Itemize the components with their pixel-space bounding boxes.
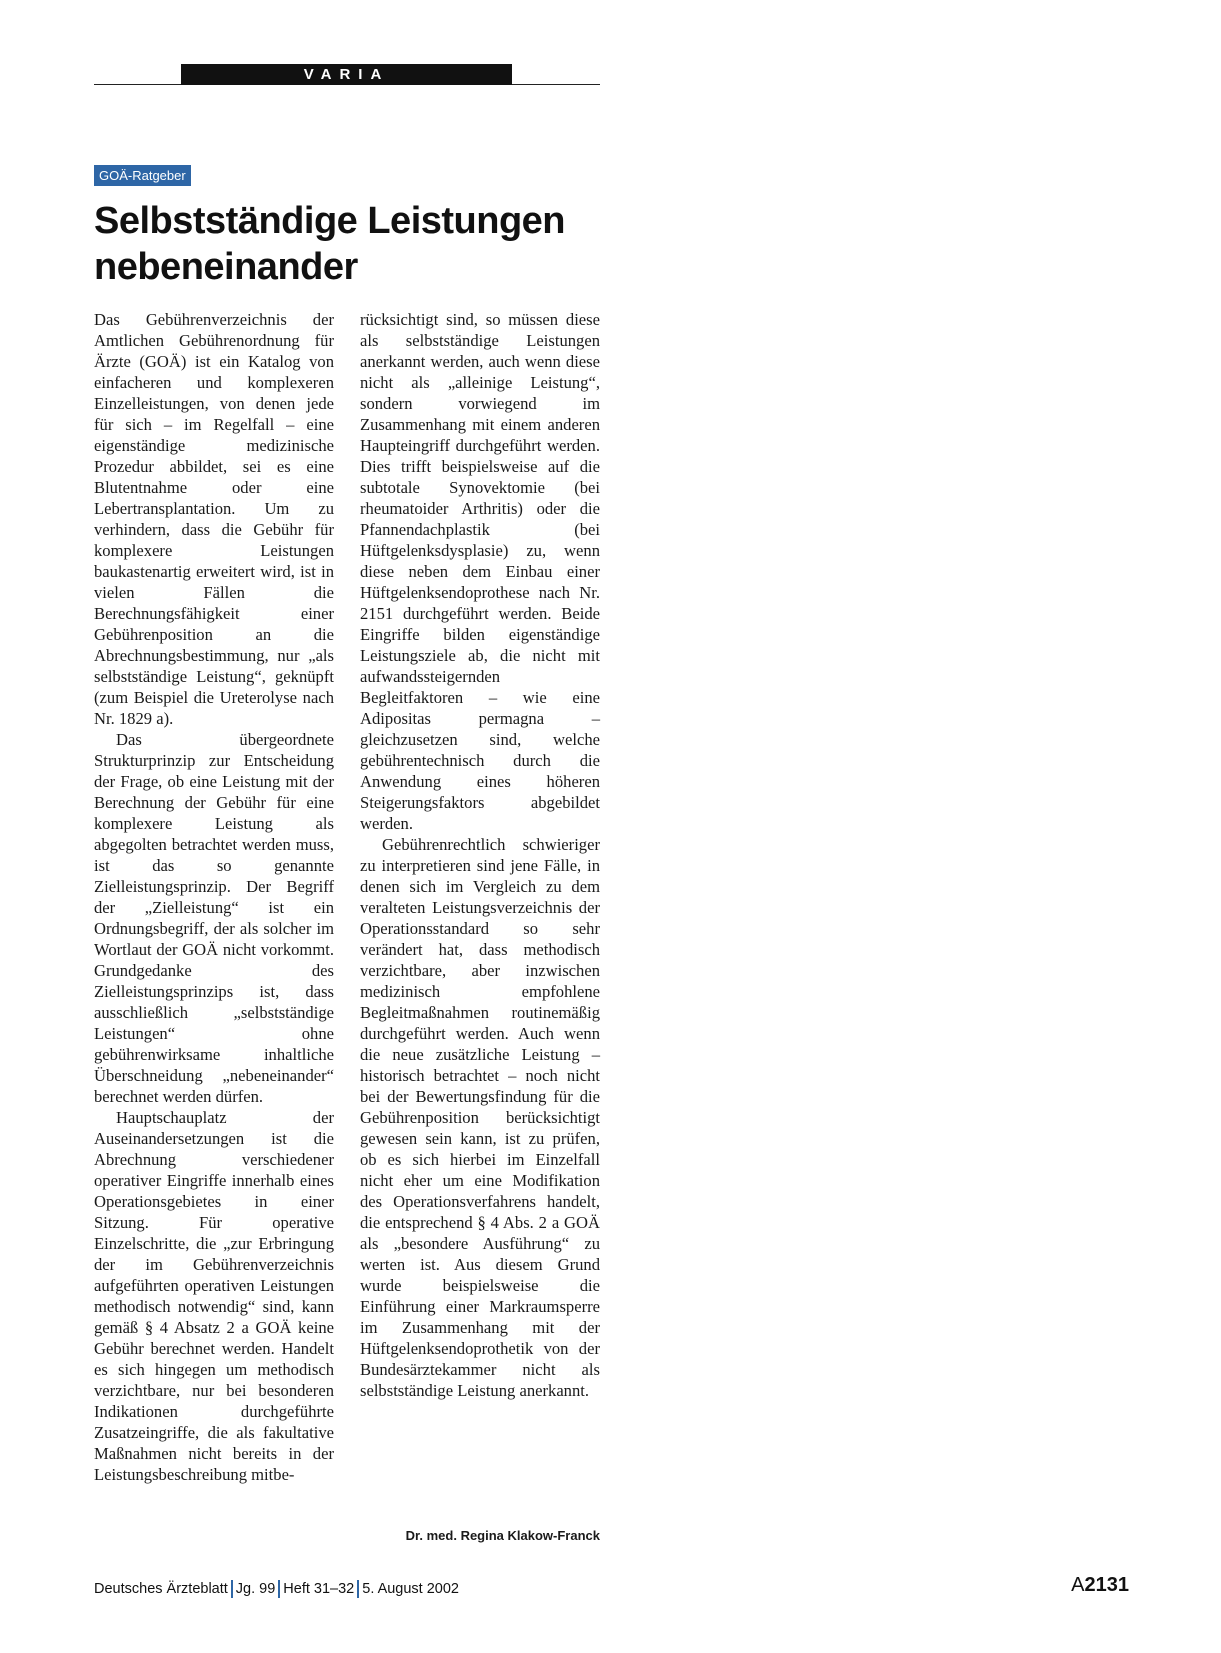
section-label: VARIA	[181, 64, 512, 85]
separator	[357, 1580, 359, 1598]
paragraph: rücksichtigt sind, so müssen diese als selbstständige Leistungen anerkannt werden, auch wenn diese nicht als „alleinige Leistung“, sondern vorwiegend im Zusammenhang mit einem anderen Haupteingriff durchgeführt werden. Dies trifft beispielsweise auf die subtotale Synovektomie (bei rheumatoider Arthritis) oder die Pfannendachplastik (bei Hüftgelenksdysplasie) zu, wenn diese neben dem Einbau einer Hüftgelenksendoprothese nach Nr. 2151 durchgeführt werden. Beide Eingriffe bilden eigenständige Leistungsziele ab, die nicht mit aufwandssteigernden Begleitfaktoren – wie eine Adipositas permagna – gleichzusetzen sind, welche gebührentechnisch durch die Anwendung eines höheren Steigerungsfaktors abgebildet werden.	[360, 310, 600, 833]
issue: Heft 31–32	[283, 1581, 355, 1597]
separator	[231, 1580, 233, 1598]
paragraph: Gebührenrechtlich schwieriger zu interpretieren sind jene Fälle, in denen sich im Vergleich zu dem veralteten Leistungsverzeichnis der Operationsstandard so sehr verändert hat, dass methodisch verzichtbare, aber inzwischen medizinisch empfohlene Begleitmaßnahmen routinemäßig durchgeführt werden. Auch wenn die neue zusätzliche Leistung – historisch betrachtet – noch nicht bei der Bewertungsfindung für die Gebührenposition berücksichtigt gewesen sein kann, ist zu prüfen, ob es sich hierbei im Einzelfall nicht eher um eine Modifikation des Operationsverfahrens handelt, die entsprechend § 4 Abs. 2 a GOÄ als „besondere Ausführung“ zu werten ist. Aus diesem Grund wurde beispielsweise die Einführung einer Markraumsperre im Zusammenhang mit der Hüftgelenksendoprothetik von der Bundesärztekammer nicht als selbstständige Leistung anerkannt.	[360, 835, 600, 1400]
right-column	[360, 309, 600, 1401]
page-number	[1071, 1574, 1129, 1597]
journal-name: Deutsches Ärzteblatt	[94, 1581, 228, 1597]
paragraph: Hauptschauplatz der Auseinandersetzungen ist die Abrechnung verschiedener operativer Eingriffe innerhalb eines Operationsgebietes in einer Sitzung. Für operative Einzelschritte, die „zur Erbringung der im Gebührenverzeichnis aufgeführten operativen Leistungen methodisch notwendig“ sind, kann gemäß § 4 Absatz 2 a GOÄ keine Gebühr berechnet werden. Handelt es sich hingegen um methodisch verzichtbare, nur bei besonderen Indikationen durchgeführte Zusatzeingriffe, die als fakultative Maßnahmen nicht bereits in der Leistungsbeschreibung mitbe-	[94, 1108, 334, 1484]
left-column	[94, 309, 334, 1485]
paragraph: Das Gebührenverzeichnis der Amtlichen Gebührenordnung für Ärzte (GOÄ) ist ein Katalog von einfacheren und komplexeren Einzelleistungen, von denen jede für sich – im Regelfall – eine eigenständige medizinische Prozedur abbildet, sei es eine Blutentnahme oder eine Lebertransplantation. Um zu verhindern, dass die Gebühr für komplexere Leistungen baukastenartig erweitert wird, ist in vielen Fällen die Berechnungsfähigkeit einer Gebührenposition an die Abrechnungsbestimmung, nur „als selbstständige Leistung“, geknüpft (zum Beispiel die Ureterolyse nach Nr. 1829 a).	[94, 310, 334, 728]
volume: Jg. 99	[235, 1581, 276, 1597]
separator	[278, 1580, 280, 1598]
rubric-badge: GOÄ-Ratgeber	[94, 165, 191, 186]
article-headline: Selbstständige Leistungen nebeneinander	[94, 200, 566, 288]
paragraph: Das übergeordnete Strukturprinzip zur Entscheidung der Frage, ob eine Leistung mit der Berechnung der Gebühr für eine komplexere Leistung als abgegolten betrachtet werden muss, ist das so genannte Zielleistungsprinzip. Der Begriff der „Zielleistung“ ist ein Ordnungsbegriff, der als solcher im Wortlaut der GOÄ nicht vorkommt. Grundgedanke des Zielleistungsprinzips ist, dass ausschließlich „selbstständige Leistungen“ ohne gebührenwirksame inhaltliche Überschneidung „nebeneinander“ berechnet werden dürfen.	[94, 730, 334, 1106]
footer-citation	[94, 1580, 459, 1598]
page-prefix: A	[1071, 1574, 1085, 1596]
issue-date: 5. August 2002	[362, 1581, 459, 1597]
page-number-value: 2131	[1084, 1574, 1129, 1596]
author-byline: Dr. med. Regina Klakow-Franck	[405, 1528, 600, 1543]
